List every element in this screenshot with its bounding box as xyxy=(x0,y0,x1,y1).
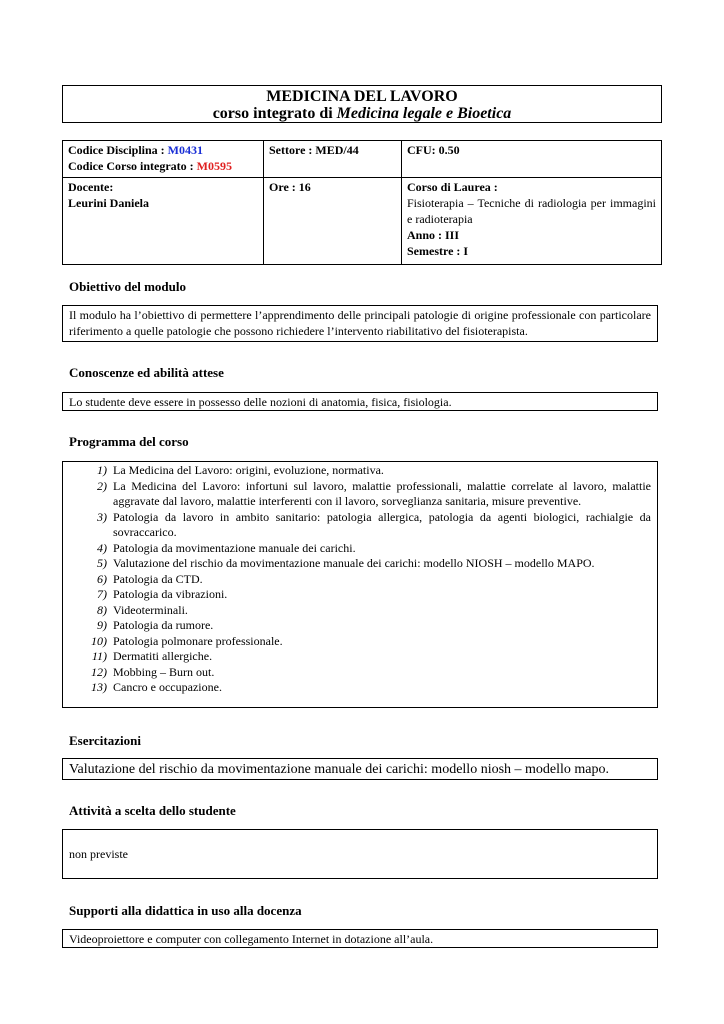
programma-item xyxy=(69,680,651,696)
attivita-heading: Attività a scelta dello studente xyxy=(69,803,236,818)
codes-cell xyxy=(63,141,264,178)
anno-label: Anno : III xyxy=(407,228,460,242)
programma-item-text: Patologia da lavoro in ambito sanitario: patologia allergica, patologia da agenti biologici, rachialgie da sovraccarico. xyxy=(113,509,651,539)
ore-cell: Ore : 16 xyxy=(264,178,402,265)
docente-label: Docente: xyxy=(68,180,114,194)
programma-item-text: Valutazione del rischio da movimentazione manuale dei carichi: modello NIOSH – modello MAPO. xyxy=(113,556,595,570)
programma-item xyxy=(69,649,651,665)
course-subtitle xyxy=(63,105,661,122)
programma-box xyxy=(62,461,658,708)
programma-item xyxy=(69,587,651,603)
corso-laurea-label: Corso di Laurea : xyxy=(407,180,498,194)
programma-list xyxy=(69,463,651,696)
programma-item-number: 1) xyxy=(97,463,107,477)
programma-item xyxy=(69,572,651,588)
programma-item xyxy=(69,541,651,557)
obiettivo-box: Il modulo ha l’obiettivo di permettere l’apprendimento delle principali patologie di origine professionale con particolare riferimento a quelle patologie che possono richiedere l’intervento riabilitativo del fisioterapista. xyxy=(62,305,658,342)
programma-item xyxy=(69,634,651,650)
corso-laurea-value: Fisioterapia – Tecniche di radiologia per immagini e radioterapia xyxy=(407,196,656,226)
attivita-box: non previste xyxy=(62,829,658,879)
supporti-heading: Supporti alla didattica in uso alla docenza xyxy=(69,903,302,918)
subtitle-prefix: corso integrato di xyxy=(212,105,337,122)
docente-cell xyxy=(63,178,264,265)
programma-heading: Programma del corso xyxy=(69,434,189,449)
course-info-table xyxy=(62,140,662,265)
programma-item-number: 12) xyxy=(91,664,107,679)
programma-item-number: 4) xyxy=(97,540,107,555)
programma-item-text: Cancro e occupazione. xyxy=(113,680,222,694)
info-row-2 xyxy=(63,178,662,265)
programma-item xyxy=(69,479,651,510)
codice-corso-label: Codice Corso integrato : xyxy=(68,159,197,173)
programma-item xyxy=(69,463,651,479)
esercitazioni-box: Valutazione del rischio da movimentazione manuale dei carichi: modello niosh – modello mapo. xyxy=(62,758,658,780)
programma-item-number: 9) xyxy=(97,618,107,632)
programma-item-text: Patologia da vibrazioni. xyxy=(113,587,228,601)
programma-item-text: La Medicina del Lavoro: origini, evoluzione, normativa. xyxy=(113,463,384,477)
programma-item xyxy=(69,556,651,572)
programma-item-number: 10) xyxy=(91,633,107,648)
programma-item xyxy=(69,510,651,541)
programma-item xyxy=(69,665,651,681)
programma-item-number: 11) xyxy=(91,649,107,663)
programma-item-number: 5) xyxy=(97,556,107,570)
programma-item-number: 3) xyxy=(97,509,107,524)
programma-item xyxy=(69,618,651,634)
programma-item-text: Patologia da movimentazione manuale dei carichi. xyxy=(113,540,356,555)
esercitazioni-heading: Esercitazioni xyxy=(69,733,141,748)
programma-item-number: 6) xyxy=(97,571,107,586)
codice-disciplina-value: M0431 xyxy=(167,143,203,157)
programma-item-text: Patologia da rumore. xyxy=(113,618,214,632)
programma-item-text: Patologia polmonare professionale. xyxy=(113,633,283,648)
codice-disciplina-label: Codice Disciplina : xyxy=(68,143,168,157)
title-box xyxy=(62,85,662,123)
conoscenze-box: Lo studente deve essere in possesso delle nozioni di anatomia, fisica, fisiologia. xyxy=(62,392,658,411)
docente-name: Leurini Daniela xyxy=(68,196,150,210)
programma-item xyxy=(69,603,651,619)
course-title: MEDICINA DEL LAVORO xyxy=(266,88,458,105)
semestre-label: Semestre : I xyxy=(407,244,469,258)
programma-item-number: 13) xyxy=(91,680,107,694)
programma-item-number: 2) xyxy=(97,478,107,493)
conoscenze-heading: Conoscenze ed abilità attese xyxy=(69,365,224,380)
codice-corso-value: M0595 xyxy=(196,159,232,173)
programma-item-text: Videoterminali. xyxy=(113,602,188,617)
programma-item-number: 8) xyxy=(97,602,107,617)
cfu-cell: CFU: 0.50 xyxy=(402,141,662,178)
subtitle-italic: Medicina legale e Bioetica xyxy=(336,105,512,122)
programma-item-text: Mobbing – Burn out. xyxy=(113,664,215,679)
obiettivo-heading: Obiettivo del modulo xyxy=(69,279,187,294)
corso-laurea-cell xyxy=(402,178,662,265)
programma-item-text: Dermatiti allergiche. xyxy=(113,649,213,663)
settore-cell: Settore : MED/44 xyxy=(264,141,402,178)
programma-item-text: La Medicina del Lavoro: infortuni sul lavoro, malattie professionali, malattie correlate al lavoro, malattie aggravate dal lavoro, malattie interferenti con il lavoro, sorveglianza sanitaria, misure preventive. xyxy=(113,478,651,508)
programma-item-text: Patologia da CTD. xyxy=(113,571,203,586)
programma-item-number: 7) xyxy=(97,587,107,601)
info-row-1 xyxy=(63,141,662,178)
supporti-box: Videoproiettore e computer con collegamento Internet in dotazione all’aula. xyxy=(62,929,658,948)
